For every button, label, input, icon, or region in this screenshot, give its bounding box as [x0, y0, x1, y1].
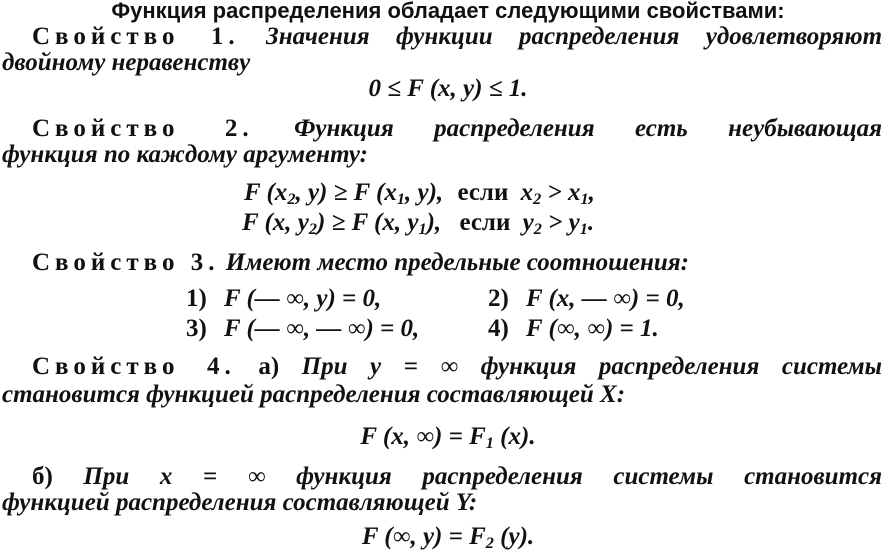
property-1-line-2: двойному неравенству: [2, 49, 251, 76]
condition-word: если: [457, 179, 509, 206]
limit-formula: F (— ∞, y) = 0,: [224, 285, 382, 312]
property-1-text: Значения функции распределения удовлетворяют: [266, 23, 883, 50]
formula-part: > x: [541, 179, 581, 206]
property-4-line-4: функцией распределения составляющей Y:: [2, 489, 478, 516]
formula-part: (y).: [493, 523, 535, 550]
formula-part: F (x, y: [242, 209, 309, 236]
property-2-heading: Свойство 2.: [32, 115, 254, 142]
subscript: 1: [579, 220, 588, 238]
property-4-line-1: [0, 352, 896, 382]
formula-part: ),: [426, 209, 442, 236]
property-4-formula-b: [0, 522, 896, 558]
subscript: 1: [580, 190, 589, 208]
subscript: 2: [533, 220, 542, 238]
property-2-text: Функция распределения есть неубывающая: [294, 115, 883, 142]
property-2-formula-2: [0, 208, 896, 244]
item-number: 3): [186, 315, 207, 342]
property-3-line-1: [0, 248, 896, 278]
limit-formula: F (x, — ∞) = 0,: [526, 285, 685, 312]
formula-part: (x).: [493, 423, 536, 450]
subscript: 2: [485, 534, 494, 552]
formula-part: x: [520, 179, 534, 206]
property-1-heading: Свойство 1.: [32, 23, 240, 50]
subscript: 2: [287, 190, 296, 208]
part-a-label: а): [258, 353, 280, 380]
subscript: 1: [396, 190, 406, 208]
limit-formula: F (∞, ∞) = 1.: [526, 315, 659, 342]
condition-word: если: [459, 209, 511, 236]
property-3-heading: Свойство 3.: [32, 249, 220, 276]
formula-part: .: [587, 209, 595, 236]
item-number: 1): [186, 285, 207, 312]
formula-part: ) ≥ F (x, y: [317, 209, 419, 236]
formula-part: F (x: [244, 179, 288, 206]
formula-part: , y) ≥ F (x: [295, 179, 397, 206]
property-3-text: Имеют место предельные соотношения:: [225, 249, 690, 276]
property-4-heading: Свойство 4.: [32, 353, 236, 380]
intro-sentence: Функция распределения обладает следующими свойствами:: [111, 0, 785, 23]
item-number: 4): [488, 315, 509, 342]
formula-part: , y),: [405, 179, 444, 206]
subscript: 2: [533, 190, 542, 208]
subscript: 1: [418, 220, 427, 238]
property-4-text-b: При x = ∞ функция распределения системы становится: [83, 463, 883, 490]
limit-formula: F (— ∞, — ∞) = 0,: [224, 315, 420, 342]
property-1-formula: 0 ≤ F (x, y) ≤ 1.: [368, 75, 528, 102]
formula-part: F (x, ∞) = F: [360, 423, 486, 450]
formula-part: > y: [541, 209, 580, 236]
item-number: 2): [488, 285, 509, 312]
property-2-line-2: функция по каждому аргументу:: [2, 141, 368, 168]
property-4-text: При y = ∞ функция распределения системы: [301, 353, 883, 380]
subscript: 1: [485, 434, 494, 452]
property-4-line-2: становится функцией распределения составляющей X:: [2, 381, 626, 408]
formula-part: ,: [588, 179, 595, 206]
formula-part: F (∞, y) = F: [361, 523, 486, 550]
property-4-formula-a: [0, 422, 896, 458]
part-b-label: б): [32, 463, 53, 490]
subscript: 2: [308, 220, 318, 238]
formula-part: y: [522, 209, 534, 236]
